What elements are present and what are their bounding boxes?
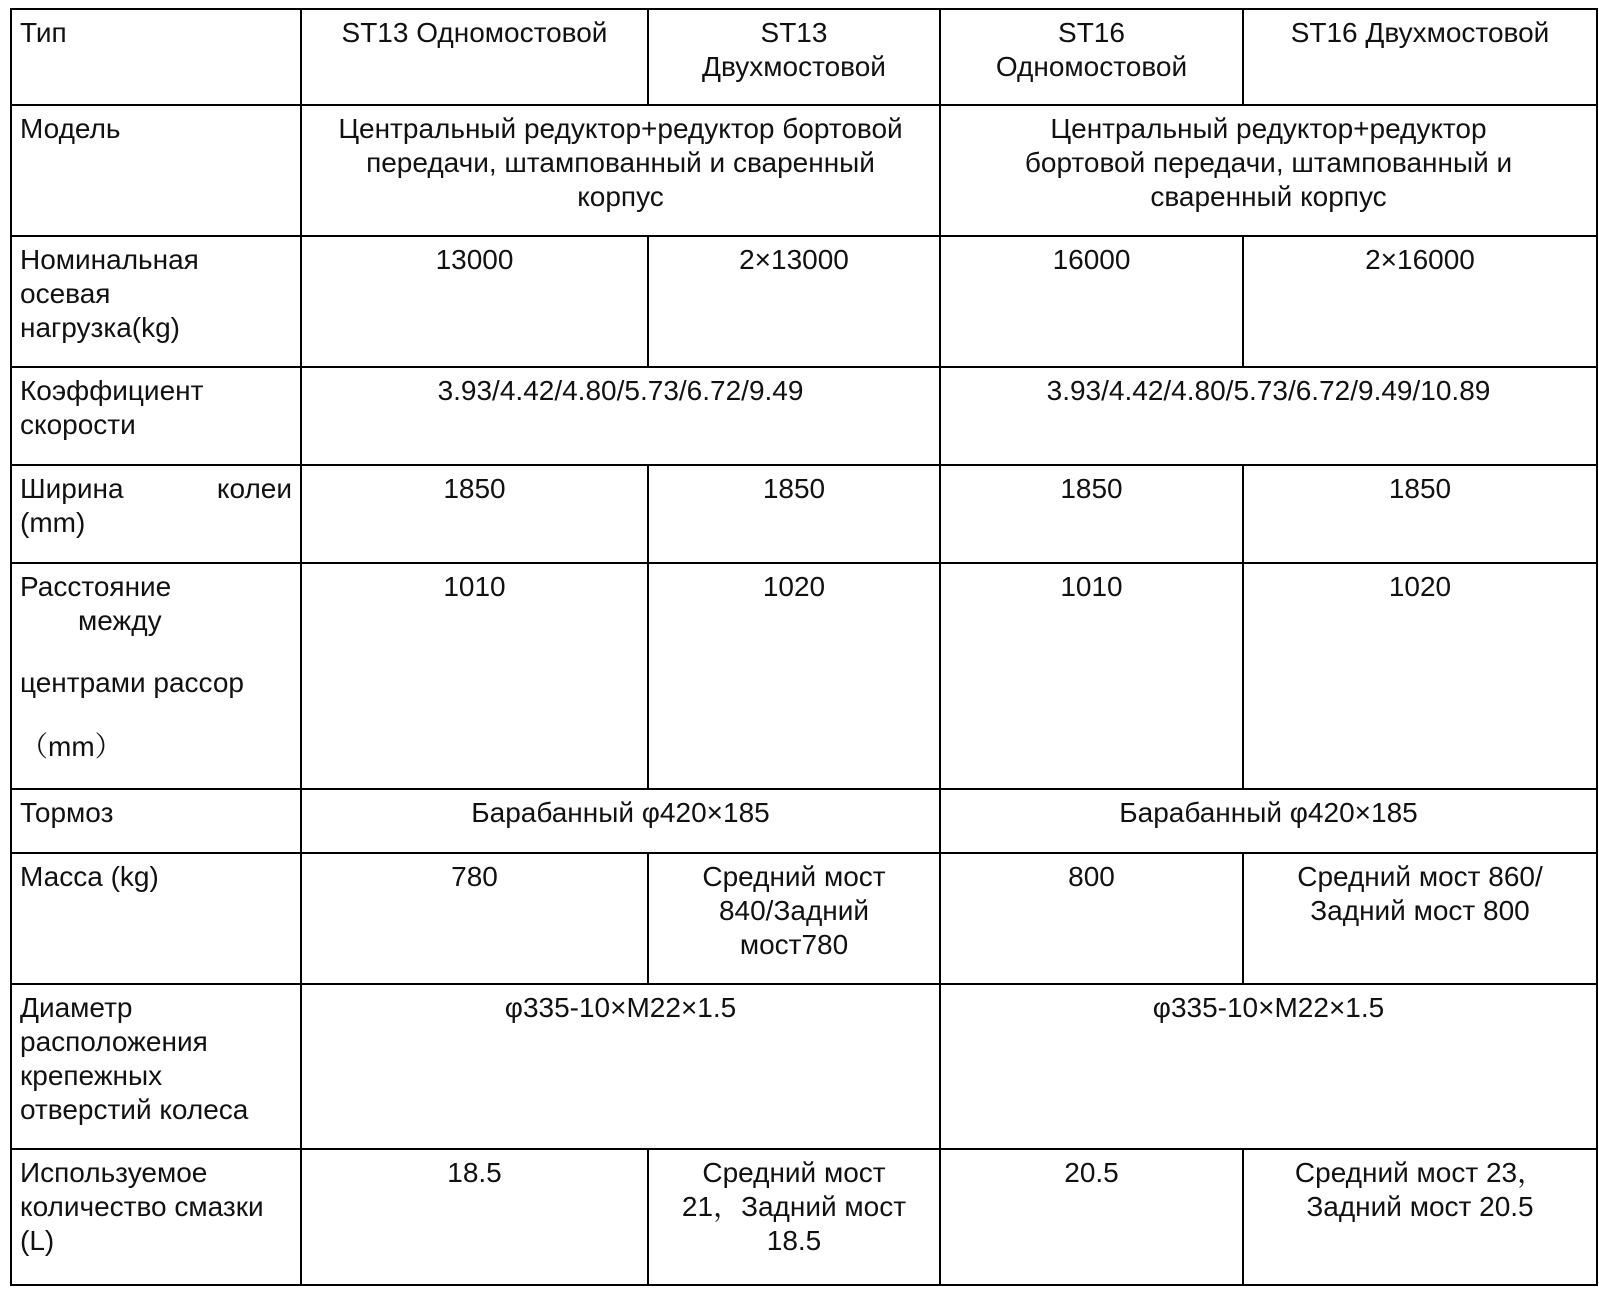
cell-track-width-2: 1850 bbox=[648, 465, 940, 563]
cell-track-width-1: 1850 bbox=[301, 465, 648, 563]
col-st16-double: ST16 Двухмостовой bbox=[1243, 9, 1597, 105]
cell-brake-st16: Барабанный φ420×185 bbox=[940, 789, 1597, 853]
cell-axle-load-1: 13000 bbox=[301, 236, 648, 367]
col-st13-single: ST13 Одномостовой bbox=[301, 9, 648, 105]
spec-table bbox=[10, 8, 1598, 1286]
row-label-bolt-circle: Диаметр расположения крепежных отверстий колеса bbox=[11, 984, 301, 1149]
cell-axle-load-2: 2×13000 bbox=[648, 236, 940, 367]
cell-model-st13: Центральный редуктор+редуктор бортовой передачи, штампованный и сваренный корпус bbox=[301, 105, 940, 236]
table-row-spring-distance bbox=[11, 563, 1597, 789]
cell-axle-load-4: 2×16000 bbox=[1243, 236, 1597, 367]
row-label-track-width: Ширина колеи (mm) bbox=[11, 465, 301, 563]
table-row-model bbox=[11, 105, 1597, 236]
row-label-oil: Используемое количество смазки (L) bbox=[11, 1149, 301, 1285]
type-label: Тип bbox=[11, 9, 301, 105]
row-label-brake: Тормоз bbox=[11, 789, 301, 853]
cell-mass-4: Средний мост 860/ Задний мост 800 bbox=[1243, 853, 1597, 984]
row-label-speed-ratio: Коэффициент скорости bbox=[11, 367, 301, 465]
row-label-spring-distance: Расстояние между центрами рассор （mm） bbox=[11, 563, 301, 789]
header-row bbox=[11, 9, 1597, 105]
cell-speed-ratio-st16: 3.93/4.42/4.80/5.73/6.72/9.49/10.89 bbox=[940, 367, 1597, 465]
table-row-bolt-circle bbox=[11, 984, 1597, 1149]
col-st13-double: ST13 Двухмостовой bbox=[648, 9, 940, 105]
cell-spring-distance-1: 1010 bbox=[301, 563, 648, 789]
cell-track-width-4: 1850 bbox=[1243, 465, 1597, 563]
cell-model-st16: Центральный редуктор+редуктор бортовой передачи, штампованный и сваренный корпус bbox=[940, 105, 1597, 236]
cell-oil-3: 20.5 bbox=[940, 1149, 1243, 1285]
cell-mass-2: Средний мост 840/Задний мост780 bbox=[648, 853, 940, 984]
table-row-track-width bbox=[11, 465, 1597, 563]
cell-axle-load-3: 16000 bbox=[940, 236, 1243, 367]
table-row-brake bbox=[11, 789, 1597, 853]
cell-spring-distance-4: 1020 bbox=[1243, 563, 1597, 789]
cell-speed-ratio-st13: 3.93/4.42/4.80/5.73/6.72/9.49 bbox=[301, 367, 940, 465]
cell-brake-st13: Барабанный φ420×185 bbox=[301, 789, 940, 853]
cell-mass-3: 800 bbox=[940, 853, 1243, 984]
row-label-model: Модель bbox=[11, 105, 301, 236]
table-row-speed-ratio bbox=[11, 367, 1597, 465]
cell-bolt-circle-st16: φ335-10×M22×1.5 bbox=[940, 984, 1597, 1149]
cell-oil-4: Средний мост 23， Задний мост 20.5 bbox=[1243, 1149, 1597, 1285]
cell-bolt-circle-st13: φ335-10×M22×1.5 bbox=[301, 984, 940, 1149]
cell-spring-distance-2: 1020 bbox=[648, 563, 940, 789]
cell-oil-2: Средний мост 21，Задний мост 18.5 bbox=[648, 1149, 940, 1285]
cell-track-width-3: 1850 bbox=[940, 465, 1243, 563]
col-st16-single: ST16 Одномостовой bbox=[940, 9, 1243, 105]
table-row-mass bbox=[11, 853, 1597, 984]
table-row-axle-load bbox=[11, 236, 1597, 367]
cell-spring-distance-3: 1010 bbox=[940, 563, 1243, 789]
table-row-oil bbox=[11, 1149, 1597, 1285]
row-label-axle-load: Номинальная осевая нагрузка(kg) bbox=[11, 236, 301, 367]
cell-oil-1: 18.5 bbox=[301, 1149, 648, 1285]
row-label-mass: Масса (kg) bbox=[11, 853, 301, 984]
cell-mass-1: 780 bbox=[301, 853, 648, 984]
